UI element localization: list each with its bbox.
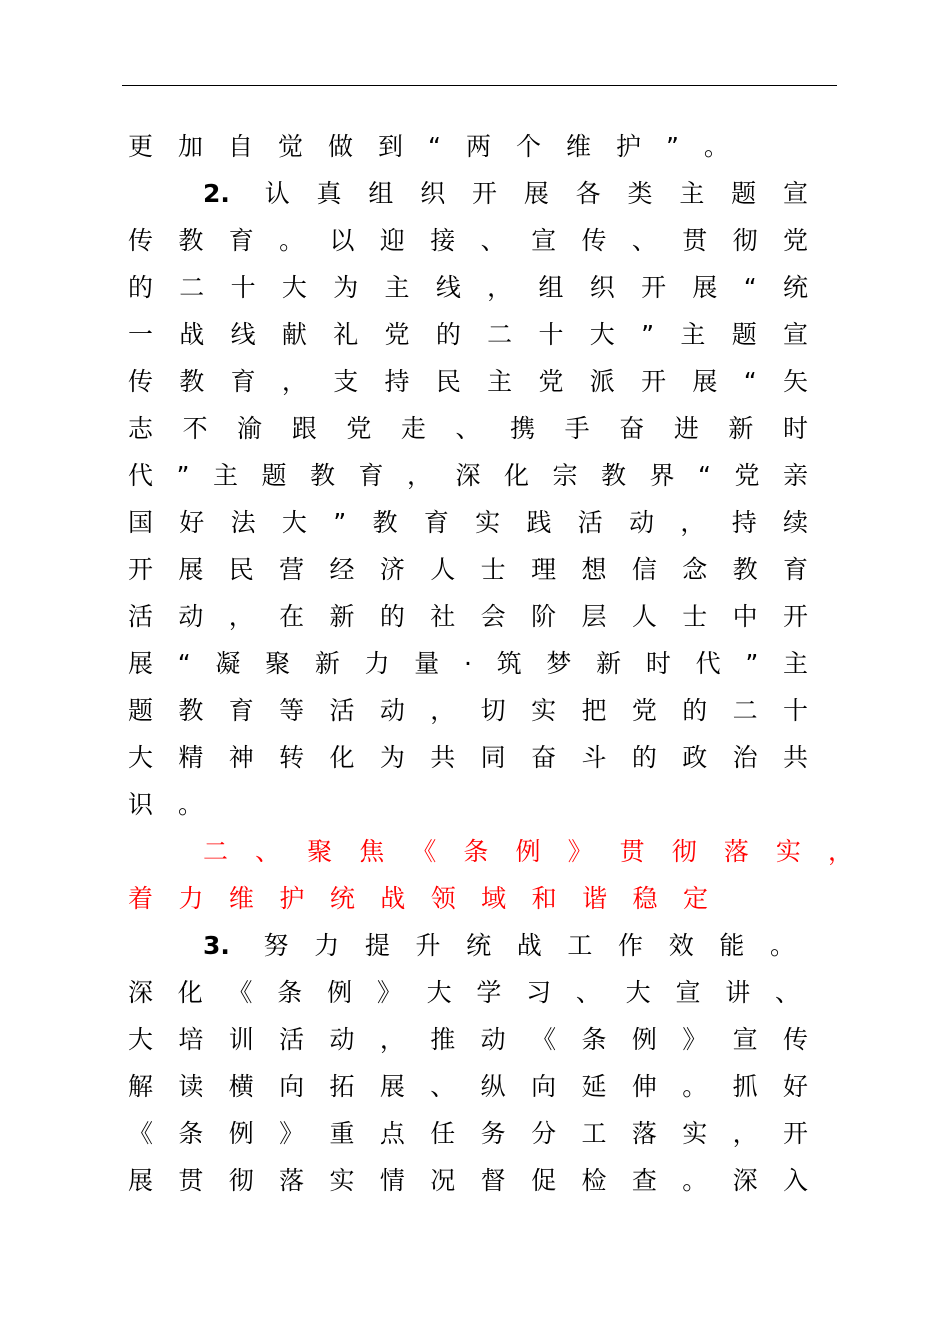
section-heading-line-1: 二、聚焦《条例》贯彻落实， — [203, 837, 853, 866]
header-rule — [122, 85, 837, 86]
paragraph-2-last-line: 识。 — [128, 790, 229, 819]
paragraph-2-line: 活动，在新的社会阶层人士中开 — [128, 602, 808, 631]
paragraph-3-line: 深化《条例》大学习、大宣讲、 — [128, 978, 800, 1007]
paragraph-1-closing-line: 更加自觉做到“两个维护”。 — [128, 132, 754, 161]
paragraph-2-line: 展“凝聚新力量·筑梦新时代”主 — [128, 649, 808, 678]
paragraph-2-line: 代”主题教育，深化宗教界“党亲 — [128, 461, 808, 490]
paragraph-3-first-line — [203, 926, 795, 966]
paragraph-2-line: 志不渝跟党走、携手奋进新时 — [128, 414, 808, 443]
paragraph-2-number: 2. — [203, 179, 230, 208]
paragraph-2-line: 国好法大”教育实践活动，持续 — [128, 508, 808, 537]
paragraph-3-line: 大培训活动，推动《条例》宣传 — [128, 1025, 808, 1054]
paragraph-2-line: 的二十大为主线，组织开展“统 — [128, 273, 808, 302]
paragraph-2-line: 大精神转化为共同奋斗的政治共 — [128, 743, 808, 772]
paragraph-2-line: 题教育等活动，切实把党的二十 — [128, 696, 808, 725]
paragraph-3-heading-text: 努力提升统战工作效能。 — [237, 931, 795, 960]
paragraph-2-line: 传教育，支持民主党派开展“矢 — [128, 367, 808, 396]
paragraph-2-heading-text: 认真组织开展各类主题宣 — [237, 179, 808, 208]
paragraph-2-line: 传教育。以迎接、宣传、贯彻党 — [128, 226, 808, 255]
section-heading-line-2: 着力维护统战领域和谐稳定 — [128, 884, 708, 913]
paragraph-3-line: 《条例》重点任务分工落实，开 — [128, 1119, 808, 1148]
paragraph-2-line: 开展民营经济人士理想信念教育 — [128, 555, 808, 584]
paragraph-2-first-line — [203, 174, 808, 214]
paragraph-3-line: 展贯彻落实情况督促检查。深入 — [128, 1166, 808, 1195]
paragraph-3-line: 解读横向拓展、纵向延伸。抓好 — [128, 1072, 808, 1101]
paragraph-2-line: 一战线献礼党的二十大”主题宣 — [128, 320, 808, 349]
paragraph-3-number: 3. — [203, 931, 230, 960]
